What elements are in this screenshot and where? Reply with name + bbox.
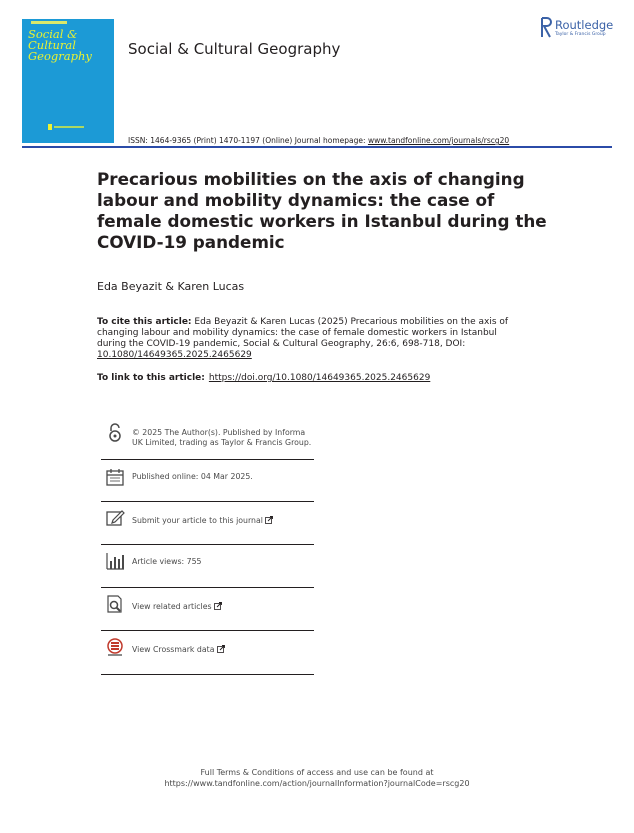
published-date-text: Published online: 04 Mar 2025. — [132, 472, 253, 481]
routledge-r-icon — [540, 17, 553, 38]
cover-title-line: Cultural — [28, 38, 76, 52]
citation-label: To cite this article: — [97, 317, 192, 327]
citation-doi-link[interactable]: 10.1080/14649365.2025.2465629 — [97, 350, 252, 360]
footer — [0, 767, 634, 789]
info-divider — [101, 587, 314, 588]
info-divider — [101, 630, 314, 631]
open-access-icon — [105, 423, 125, 443]
related-search-icon — [105, 594, 125, 614]
citation-block — [97, 317, 527, 361]
journal-cover-image — [22, 19, 114, 143]
journal-homepage-link[interactable]: www.tandfonline.com/journals/rscg20 — [367, 136, 510, 145]
footer-terms-text: Full Terms & Conditions of access and use can be found at — [200, 768, 434, 777]
header-divider — [22, 146, 612, 148]
citation-text: Eda Beyazit & Karen Lucas (2025) Precarious mobilities on the axis of changing labour and mobility dynamics: the case of female domestic workers in Istanbul during the COVID-19 pandemic, Social & Cultural Geography, 26:6, 698-718, DOI: — [97, 317, 509, 349]
external-link-icon — [217, 645, 225, 653]
crossmark-label: View Crossmark data — [132, 645, 215, 654]
footer-terms-link[interactable]: https://www.tandfonline.com/action/journalInformation?journalCode=rscg20 — [164, 779, 470, 788]
article-link-line — [97, 373, 430, 383]
info-divider — [101, 459, 314, 460]
related-articles-label: View related articles — [132, 602, 212, 611]
cover-title-line: Geography — [28, 49, 92, 63]
submit-article-label: Submit your article to this journal — [132, 516, 263, 525]
cover-stripe — [31, 21, 67, 24]
issn-line — [128, 136, 509, 145]
routledge-logo — [540, 17, 620, 39]
open-access-text: © 2025 The Author(s). Published by Informa UK Limited, trading as Taylor & Francis Group. — [132, 428, 312, 447]
crossmark-icon — [105, 637, 125, 657]
submit-article-link[interactable] — [132, 516, 273, 526]
cover-publisher-logo — [48, 124, 86, 130]
article-views-text: Article views: 755 — [132, 557, 202, 566]
article-authors: Eda Beyazit & Karen Lucas — [97, 280, 245, 293]
info-divider — [101, 501, 314, 502]
journal-title: Social & Cultural Geography — [128, 40, 341, 58]
calendar-icon — [105, 467, 125, 487]
routledge-name: Routledge — [555, 18, 614, 32]
info-divider — [101, 674, 314, 675]
info-divider — [101, 544, 314, 545]
crossmark-link[interactable] — [132, 645, 225, 655]
external-link-icon — [214, 602, 222, 610]
edit-icon — [105, 508, 125, 528]
cover-title-line: Social & — [28, 27, 78, 41]
external-link-icon — [265, 516, 273, 524]
routledge-subtitle: Taylor & Francis Group — [555, 32, 606, 37]
article-link-label: To link to this article: — [97, 373, 205, 383]
bar-chart-icon — [105, 551, 125, 571]
cover-title — [28, 29, 92, 62]
related-articles-link[interactable] — [132, 602, 222, 612]
article-doi-link[interactable]: https://doi.org/10.1080/14649365.2025.2465629 — [208, 373, 431, 383]
issn-text: ISSN: 1464-9365 (Print) 1470-1197 (Online) Journal homepage: — [128, 136, 368, 145]
article-title: Precarious mobilities on the axis of changing labour and mobility dynamics: the case of female domestic workers in Istanbul during the COVID-19 pandemic — [97, 169, 547, 252]
